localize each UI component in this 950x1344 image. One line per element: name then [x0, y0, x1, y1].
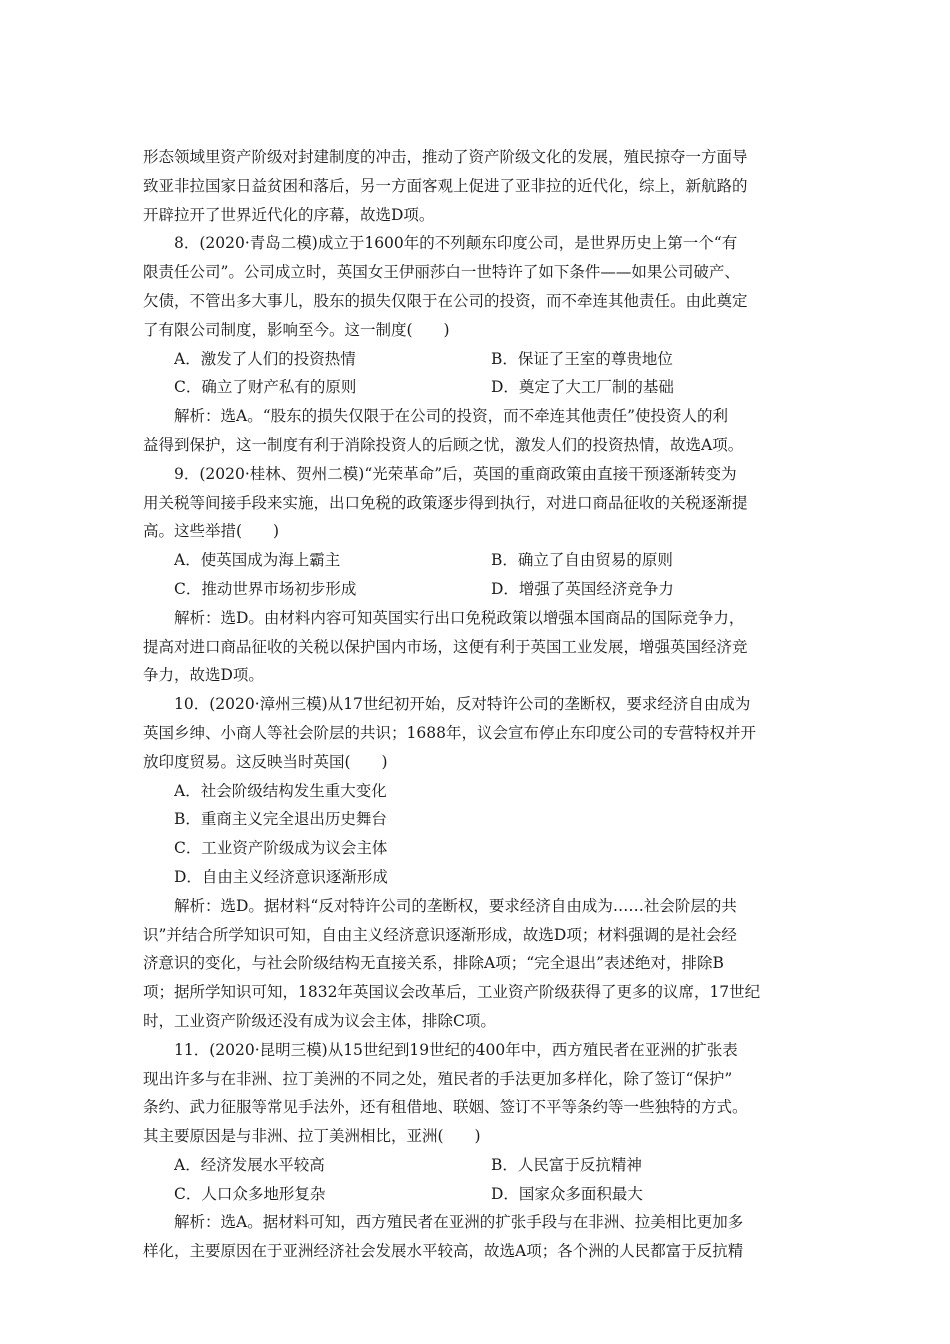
text-line: 开辟拉开了世界近代化的序幕，故选D项。 [143, 205, 435, 224]
question-stem-line: 高。这些举措( ) [143, 522, 280, 541]
question-stem-line: 放印度贸易。这反映当时英国( ) [143, 752, 388, 771]
question-stem-line: 8．(2020·青岛二模)成立于1600年的不列颠东印度公司，是世界历史上第一个“有 [174, 234, 738, 253]
option-c: C．工业资产阶级成为议会主体 [174, 839, 388, 858]
question-8 [143, 229, 808, 459]
question-stem-line: 11．(2020·昆明三模)从15世纪到19世纪的400年中，西方殖民者在亚洲的扩张表 [174, 1040, 738, 1059]
question-11 [143, 1036, 808, 1266]
analysis-line: 解析：选D。据材料“反对特许公司的垄断权，要求经济自由成为……社会阶层的共 [174, 896, 737, 915]
options-row [143, 1151, 808, 1180]
question-stem-line: 限责任公司”。公司成立时，英国女王伊丽莎白一世特许了如下条件——如果公司破产、 [143, 263, 740, 282]
option-b: B．确立了自由贸易的原则 [491, 551, 673, 570]
analysis-line: 益得到保护，这一制度有利于消除投资人的后顾之忧，激发人们的投资热情，故选A项。 [143, 435, 744, 454]
option-d: D．增强了英国经济竞争力 [491, 579, 674, 598]
options-row [143, 345, 808, 374]
analysis-line: 解析：选A。据材料可知，西方殖民者在亚洲的扩张手段与在非洲、拉美相比更加多 [174, 1213, 744, 1232]
question-stem-line: 10．(2020·漳州三模)从17世纪初开始，反对特许公司的垄断权，要求经济自由成为 [174, 695, 751, 714]
option-a: A．使英国成为海上霸主 [174, 551, 341, 570]
analysis-line: 识”并结合所学知识可知，自由主义经济意识逐渐形成，故选D项；材料强调的是社会经 [143, 925, 737, 944]
analysis-line: 样化，主要原因在于亚洲经济社会发展水平较高，故选A项；各个洲的人民都富于反抗精 [143, 1242, 744, 1261]
option-a: A．激发了人们的投资热情 [174, 349, 356, 368]
option-c: C．推动世界市场初步形成 [174, 579, 357, 598]
option-a: A．经济发展水平较高 [174, 1155, 325, 1174]
analysis-line: 提高对进口商品征收的关税以保护国内市场，这便有利于英国工业发展，增强英国经济竞 [143, 637, 748, 656]
option-b: B．重商主义完全退出历史舞台 [174, 810, 387, 829]
question-stem-line: 英国乡绅、小商人等社会阶层的共识；1688年，议会宣布停止东印度公司的专营特权并开 [143, 723, 756, 742]
text-line: 致亚非拉国家日益贫困和落后，另一方面客观上促进了亚非拉的近代化，综上，新航路的 [143, 176, 748, 195]
question-10 [143, 690, 808, 1036]
analysis-line: 项；据所学知识可知，1832年英国议会改革后，工业资产阶级获得了更多的议席，17世纪 [143, 983, 761, 1002]
analysis-line: 争力，故选D项。 [143, 666, 264, 685]
options-row [143, 1180, 808, 1209]
option-c: C．确立了财产私有的原则 [174, 378, 357, 397]
options-row [143, 575, 808, 604]
question-9 [143, 460, 808, 690]
option-c: C．人口众多地形复杂 [174, 1184, 326, 1203]
option-d: D．奠定了大工厂制的基础 [491, 378, 674, 397]
page-content [143, 143, 808, 1266]
question-stem-line: 其主要原因是与非洲、拉丁美洲相比，亚洲( ) [143, 1127, 481, 1146]
text-line: 形态领域里资产阶级对封建制度的冲击，推动了资产阶级文化的发展，殖民掠夺一方面导 [143, 148, 748, 166]
option-a: A．社会阶级结构发生重大变化 [174, 781, 387, 800]
option-b: B．人民富于反抗精神 [491, 1155, 642, 1174]
option-d: D．国家众多面积最大 [491, 1184, 643, 1203]
question-stem-line: 欠债，不管出多大事儿，股东的损失仅限于在公司的投资，而不牵连其他责任。由此奠定 [143, 291, 748, 310]
options-row [143, 546, 808, 575]
question-stem-line: 现出许多与在非洲、拉丁美洲的不同之处，殖民者的手法更加多样化，除了签订“保护” [143, 1069, 733, 1088]
question-stem-line: 条约、武力征服等常见手法外，还有租借地、联姻、签订不平等条约等一些独特的方式。 [143, 1098, 748, 1117]
analysis-line: 解析：选A。“股东的损失仅限于在公司的投资，而不牵连其他责任”使投资人的利 [174, 407, 729, 426]
options-row [143, 373, 808, 402]
question-stem-line: 9．(2020·桂林、贺州二模)“光荣革命”后，英国的重商政策由直接干预逐渐转变为 [174, 464, 737, 483]
analysis-line: 解析：选D。由材料内容可知英国实行出口免税政策以增强本国商品的国际竞争力， [174, 608, 745, 627]
question-stem-tail: 了有限公司制度，影响至今。这一制度( ) [143, 320, 450, 339]
question-stem-line: 用关税等间接手段来实施，出口免税的政策逐步得到执行，对进口商品征收的关税逐渐提 [143, 493, 748, 512]
option-d: D．自由主义经济意识逐渐形成 [174, 867, 388, 886]
analysis-line: 时，工业资产阶级还没有成为议会主体，排除C项。 [143, 1011, 496, 1030]
analysis-line: 济意识的变化，与社会阶级结构无直接关系，排除A项；“完全退出”表述绝对，排除B [143, 954, 724, 973]
option-b: B．保证了王室的尊贵地位 [491, 349, 673, 368]
